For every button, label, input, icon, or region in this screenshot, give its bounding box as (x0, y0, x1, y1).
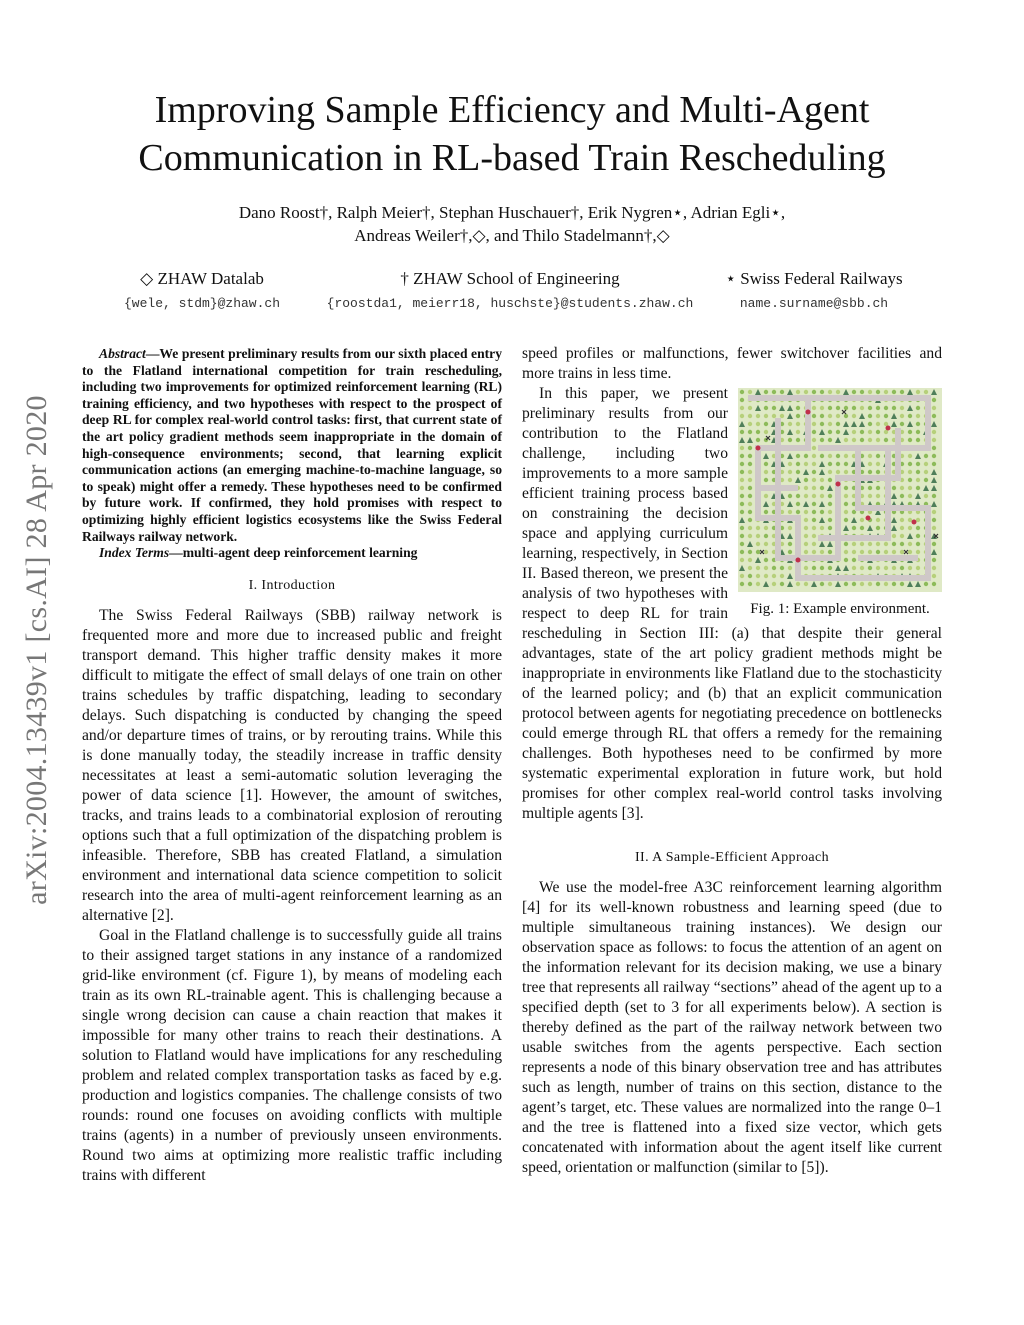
affiliation-sbb: ⋆ Swiss Federal Railways name.surname@sbb.ch (725, 269, 903, 311)
index-terms: Index Terms—multi-agent deep reinforcement learning (99, 545, 418, 561)
paper-title: Improving Sample Efficiency and Multi-Agent Communication in RL-based Train Rescheduling (138, 89, 886, 179)
example-environment-image (738, 388, 942, 592)
right-paragraph-1: In this paper, we present preliminary results from our contribution to the Flatland challenge, including two improvements to a more sample efficient training process based on constraining the decision space and applying curriculum learning, respectively, in Section II. Based thereon, we present the analysis of two hypotheses with respect to deep RL for train rescheduling in Section III: (a) that despite their general advantages, state of the art policy gradient methods might be inappropriate in environments like Flatland due to the stochasticity of the learned policy; and (b) that an explicit communication protocol between agents for negotiating precedence on bottlenecks could emerge through RL that offers a remedy for the remaining challenges. Both hypotheses need to be confirmed by more systematic experimental exploration in future work, but hold promises for other complex real-world control tasks involving multiple agents [3]. (522, 385, 942, 822)
authors-line-2: Andreas Weiler†,◇, and Thilo Stadelmann†,◇ (354, 226, 670, 245)
author-list (60, 201, 964, 247)
figure-caption: Fig. 1: Example environment. (750, 601, 930, 617)
figure-1 (738, 388, 942, 618)
left-column (82, 346, 502, 1186)
affiliation-datalab: ◇ ZHAW Datalab {wele, stdm}@zhaw.ch (123, 269, 281, 311)
intro-paragraph-2: Goal in the Flatland challenge is to successfully guide all trains to their assigned target stations in any instance of a randomized grid-like environment (cf. Figure 1), by means of modeling each train as its own RL-trainable agent. This is challenging because a single wrong decision can cause a chain reaction that makes it impossible for many other trains to reach their destinations. A solution to Flatland would have implications for any rescheduling problem and related complex transportation tasks as faced by e.g. production and logistics companies. The challenge consists of two rounds: round one focuses on avoiding conflicts with multiple trains (agents) in a number of previously unseen environments. Round two aims at optimizing more realistic traffic including trains with different (82, 926, 502, 1184)
authors-line-1: Dano Roost†, Ralph Meier†, Stephan Huschauer†, Erik Nygren⋆, Adrian Egli⋆, (238, 203, 786, 222)
affiliation-school: † ZHAW School of Engineering {roostda1, meierr18, huschste}@students.zhaw.ch (326, 269, 694, 311)
intro-paragraph-1: The Swiss Federal Railways (SBB) railway network is frequented more and more due to increased public and freight transport demand. This higher traffic density makes it more difficult to mitigate the effect of small delays of one train on other trains schedules by traffic dispatching, leading to secondary delays. Such dispatching is conducted by changing the speed and/or departure times of trains, or by rerouting trains. While this is done manually today, the steadily increase in traffic density necessitates at least a semi-automatic solution leveraging the power of data science [1]. However, the amount of switches, tracks, and trains leads to a combinatorial explosion of rerouting options such that a full optimization of the dispatching problem is infeasible. Therefore, SBB has created Flatland, a simulation environment and international data science competition to solicit research into the area of multi-agent reinforcement learning as an alternative [2]. (82, 606, 502, 924)
right-column (522, 344, 942, 1178)
approach-paragraph-1: We use the model-free A3C reinforcement learning algorithm [4] for its well-known robustness and learning speed (due to multiple simultaneous training instances). We design our observation space as follows: to focus the attention of an agent on the information relevant for its decision making, we use a binary tree that represents all railway “sections” ahead of the agent up to a specified depth (set to 3 for all experiments below). A section is thereby defined as the part of the railway network between two usable switches from the agents perspective. Each section represents a node of this binary observation tree and has attributes such as length, number of trains on this section, distance to the agent’s target, etc. These values are normalized into the range 0–1 and the tree is flattened into a fixed size vector, which gets concatenated with information about the agent itself like current speed, orientation or malfunction (similar to [5]). (522, 879, 942, 1176)
section-heading-introduction: I. Introduction (248, 577, 336, 593)
arxiv-stamp: arXiv:2004.13439v1 [cs.AI] 28 Apr 2020 (20, 395, 54, 905)
section-heading-approach: II. A Sample-Efficient Approach (634, 850, 830, 865)
abstract: Abstract—We present preliminary results from our sixth placed entry to the Flatland international competition for train rescheduling, including two improvements for optimized reinforcement learning (RL) training efficiency, and two hypotheses with respect to the prospect of deep RL for complex real-world control tasks: first, that current state of the art policy gradient methods seem inappropriate in the domain of high-consequence environments; second, that learning explicit communication actions (an emerging machine-to-machine language, so to speak) might offer a remedy. These hypotheses need to be confirmed by future work. If confirmed, they hold promises with respect to optimizing highly efficient logistics ecosystems like the Swiss Federal Railways railway network. (82, 346, 502, 544)
right-paragraph-0: speed profiles or malfunctions, fewer switchover facilities and more trains in less time. (522, 345, 942, 382)
